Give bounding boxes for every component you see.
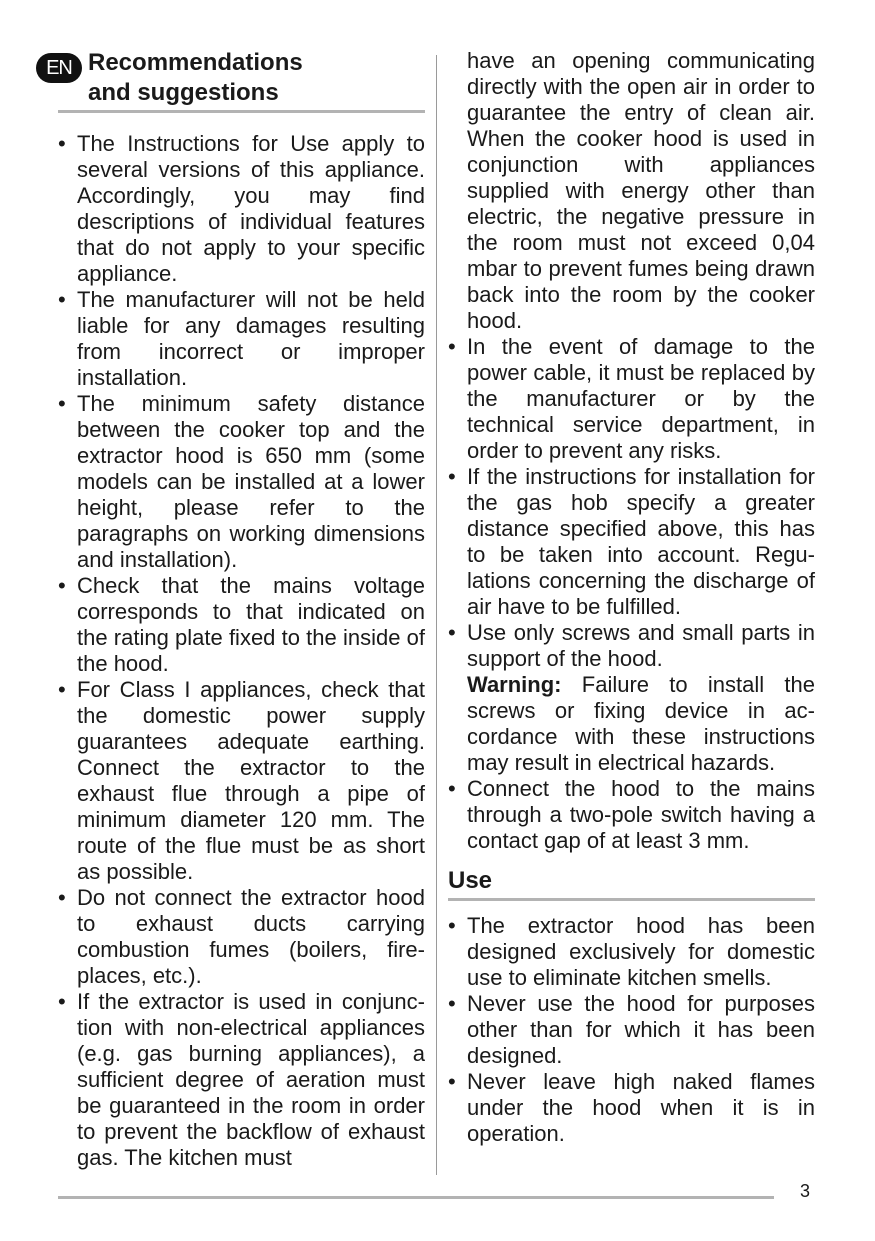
warning-text: Failure to install the screws or fixing device in accordance with these instructions may result in electrical hazards.	[467, 672, 815, 775]
list-item: • Never leave high naked flames under the hood when it is in operation.	[448, 1069, 815, 1147]
list-item: • The manufacturer will not be held liable for any damages resulting from incorrect or improper installation.	[58, 287, 425, 391]
list-item: • The Instructions for Use apply to several versions of this appliance. Accordingly, you may find descriptions of individual features that do not apply to your specific appliance.	[58, 131, 425, 287]
list-item-continuation: have an opening communicating directly with the open air in order to guarantee the entry of clean air. When the cooker hood is used in conjunction with appliances supplied with energy other than electric, the negative pressure in the room must not exceed 0,04 mbar to prevent fumes being drawn back into the room by the cooker hood.	[467, 48, 815, 333]
list-item: • Never use the hood for purposes other than for which it has been designed.	[448, 991, 815, 1069]
list-item: • If the extractor is used in conjunction with non-electrical appliances (e.g. gas burning appliances), a sufficient degree of aeration must be guaranteed in the room in order to prevent the backflow of exhaust gas. The kitchen must	[58, 989, 425, 1171]
use-list	[448, 913, 815, 1147]
list-item: • Use only screws and small parts in support of the hood.	[448, 620, 815, 672]
recommendations-list-left	[58, 131, 425, 1171]
list-item: • If the instructions for installation for the gas hob specify a greater distance specified above, this has to be taken into account. Regulations concerning the discharge of air have to be fulfilled.	[448, 464, 815, 620]
warning-label: Warning:	[467, 672, 562, 697]
section-title-use: Use	[448, 866, 815, 901]
list-item: • Check that the mains voltage corresponds to that indicated on the rating plate fixed to the inside of the hood.	[58, 573, 425, 677]
title-line-2: and suggestions	[88, 79, 279, 106]
language-badge: EN	[36, 53, 82, 83]
list-item: • In the event of damage to the power cable, it must be replaced by the manufacturer or by the technical service department, in order to prevent any risks.	[448, 334, 815, 464]
recommendations-list-right	[448, 48, 815, 854]
title-line-1: Recommendations	[88, 49, 303, 76]
list-item: • The extractor hood has been designed exclusively for domestic use to eliminate kitchen smells.	[448, 913, 815, 991]
warning-note	[448, 672, 815, 776]
list-item: • Do not connect the extractor hood to exhaust ducts carrying combustion fumes (boilers, fireplaces, etc.).	[58, 885, 425, 989]
list-item: • For Class I appliances, check that the domestic power supply guarantees adequate earthing. Connect the extractor to the exhaust flue through a pipe of minimum diameter 120 mm. The route of the flue must be as short as possible.	[58, 677, 425, 885]
page-number: 3	[800, 1181, 811, 1201]
section-title-recommendations	[58, 48, 425, 113]
column-divider	[436, 55, 437, 1175]
right-column	[448, 48, 815, 1147]
list-item: • Connect the hood to the mains through a two-pole switch having a contact gap of at least 3 mm.	[448, 776, 815, 854]
footer-rule	[58, 1196, 774, 1199]
list-item: • The minimum safety distance between the cooker top and the extractor hood is 650 mm (some models can be installed at a lower height, please refer to the paragraphs on working dimensions and installation).	[58, 391, 425, 573]
left-column	[58, 48, 425, 1171]
